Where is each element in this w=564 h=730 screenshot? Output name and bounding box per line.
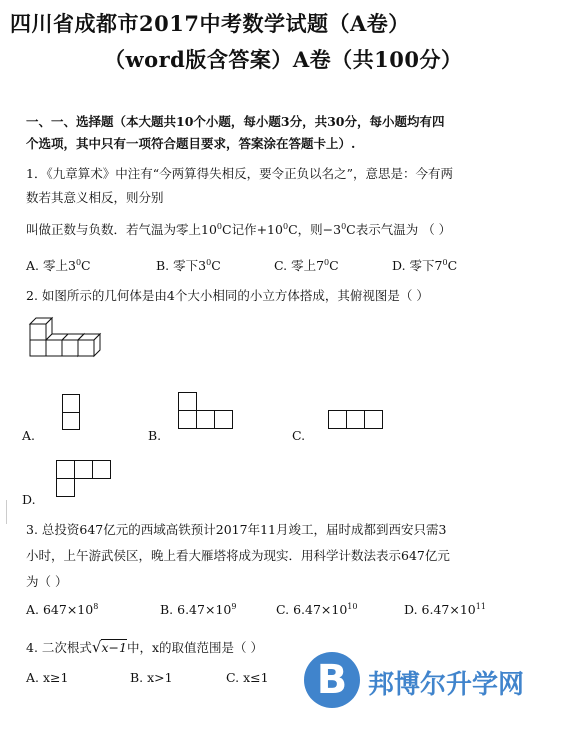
q1-line3-part-c: C，则−3 [288,222,342,237]
section-header-line2: 个选项，其中只有一项符合题目要求，答案涂在答题卡上）. [26,136,356,151]
q3-option-b: B. $6.47\times 10^9$ [160,601,237,617]
q1-option-c: C. 零上$7^0C$ [274,257,339,273]
q2-option-c-label: C. [292,428,306,443]
q2-option-b-figure [178,392,234,430]
q1-option-a: A. 零上$3^0C$ [26,257,91,273]
margin-mark [6,500,13,524]
q1-option-d: D. 零下$7^0C$ [392,257,458,273]
q2-option-c-figure [328,410,384,430]
q1-line3-part-d: C表示气温为 （ ） [346,222,452,237]
q2-option-d-figure [56,460,112,498]
q4-line [26,638,263,656]
q3-option-c: C. $6.47\times 10^{10}$ [276,601,358,617]
q1-line3-part-b: C记作+10 [222,222,283,237]
q1-line2: 数若其意义相反，则分别 [26,190,164,205]
q1-option-b: B. 零下$3^0C$ [156,257,221,273]
document-title-line2: （word版含答案）A卷（共100分） [104,47,463,72]
watermark-logo [296,652,546,708]
degree-mark: 0 [216,221,223,231]
q4-prefix: 4. 二次根式 [26,640,92,655]
q2-option-d-label: D. [22,492,36,507]
q4-radicand: x−1 [101,640,127,655]
radical-sign: √ [91,638,102,656]
q3-option-d: D. $6.47\times 10^{11}$ [404,601,486,617]
q3-option-a: A. $647\times 10^8$ [26,601,99,617]
q3-line3: 为（ ） [26,574,68,589]
document-title-line1: 四川省成都市2017中考数学试题（A卷） [10,11,410,36]
q1-line3-part-a: 叫做正数与负数．若气温为零上10 [26,222,217,237]
section-header-line1: 一、一、选择题（本大题共10个小题，每小题3分，共30分，每小题均有四 [26,114,445,129]
logo-b-icon: B [304,652,360,708]
logo-text: 邦博尔升学网 [368,670,525,700]
q3-line1: 3. 总投资647亿元的西域高铁预计2017年11月竣工，届时成都到西安只需3 [26,522,447,537]
q2-option-b-label: B. [148,428,162,443]
q4-option-b: B. x>1 [130,670,173,685]
q2-text: 2. 如图所示的几何体是由4个大小相同的小立方体搭成，其俯视图是（ ） [26,288,429,303]
degree-mark: 0 [341,221,347,231]
cube-solid-figure [26,314,102,366]
q3-line2: 小时，上午游武侯区，晚上看大雁塔将成为现实．用科学计数法表示647亿元 [26,548,450,563]
q4-suffix: 中，x的取值范围是（ ） [126,640,263,655]
q1-line1: 1．《九章算术》中注有“今两算得失相反，要令正负以名之”，意思是：今有两 [26,166,453,181]
q1-line3 [26,220,451,238]
q2-option-a-figure [62,394,80,430]
degree-mark: 0 [282,221,289,231]
q4-option-c: C. x≤1 [226,670,269,685]
q2-option-a-label: A. [22,428,36,443]
q4-option-a: A. x≥1 [26,670,69,685]
